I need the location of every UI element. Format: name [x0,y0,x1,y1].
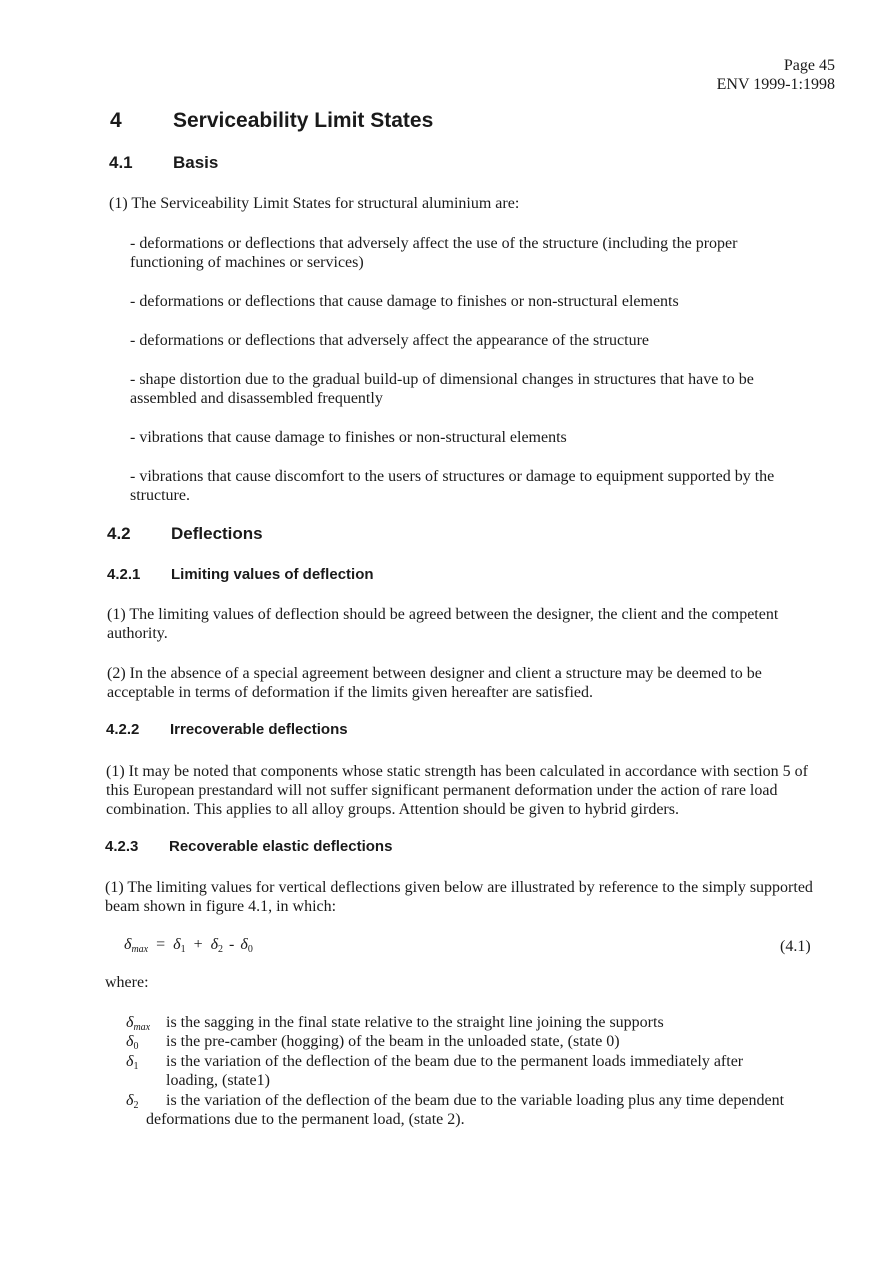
basis-intro: (1) The Serviceability Limit States for structural aluminium are: [109,195,520,212]
section-number: 4.2 [107,524,131,543]
section-number: 4.2.3 [105,838,139,855]
equation: $\delta_{max} = \delta_1 + \delta_2 - \delta_0$ [124,936,253,955]
paragraph: (1) It may be noted that components whose static strength has been calculated in accordance with section 5 of this European prestandard will not suffer significant permanent deformation under the action of rare load combination. This applies to all alloy groups. Attention should be given to hybrid girders. [106,763,808,818]
paragraph: (2) In the absence of a special agreement between designer and client a structure may be deemed to be acceptable in terms of deformation if the limits given hereafter are satisfied. [107,665,762,701]
section-title: Basis [173,153,219,172]
section-4-2-2-heading [106,721,348,738]
section-title: Recoverable elastic deflections [169,838,393,855]
section-title: Deflections [171,524,263,543]
section-title: Serviceability Limit States [173,109,434,132]
equation-number: (4.1) [780,938,811,955]
section-number: 4 [110,109,122,132]
section-number: 4.2.1 [107,566,141,583]
section-4-1-heading [109,153,218,173]
list-item: - deformations or deflections that cause damage to finishes or non-structural elements [130,293,679,310]
standard-id: ENV 1999-1:1998 [716,76,835,93]
where-label: where: [105,974,149,991]
definition-row: $\delta_2$ is the variation of the deflection of the beam due to the variable loading plus any time dependent deformations due to the permanent load, (state 2). [126,1092,785,1128]
list-item: - vibrations that cause discomfort to the users of structures or damage to equipment supported by the structure. [130,468,775,504]
page-header [717,56,835,94]
definition-row: $\delta_{max}$ is the sagging in the final state relative to the straight line joining the supports [126,1014,664,1033]
section-title: Irrecoverable deflections [170,721,348,738]
page-number: Page 45 [783,57,835,74]
list-item: - vibrations that cause damage to finishes or non-structural elements [130,429,567,446]
paragraph: (1) The limiting values of deflection should be agreed between the designer, the client and the competent authority. [107,606,779,642]
section-number: 4.1 [109,153,133,172]
definition-row: $\delta_0$ is the pre-camber (hogging) of the beam in the unloaded state, (state 0) [126,1033,620,1052]
list-item: - deformations or deflections that adversely affect the appearance of the structure [130,332,650,349]
list-item: - shape distortion due to the gradual build-up of dimensional changes in structures that have to be assembled and disassembled frequently [130,371,754,407]
paragraph: (1) The limiting values for vertical deflections given below are illustrated by reference to the simply supported beam shown in figure 4.1, in which: [105,879,813,915]
section-4-2-heading [107,524,263,544]
section-number: 4.2.2 [106,721,140,738]
definition-row: $\delta_1$ is the variation of the deflection of the beam due to the permanent loads immediately after loading, (state1) [126,1053,744,1089]
list-item: - deformations or deflections that adversely affect the use of the structure (including the proper functioning of machines or services) [130,235,738,271]
section-4-heading [110,109,433,133]
section-title: Limiting values of deflection [171,566,374,583]
section-4-2-3-heading [105,838,392,855]
section-4-2-1-heading [107,566,374,583]
